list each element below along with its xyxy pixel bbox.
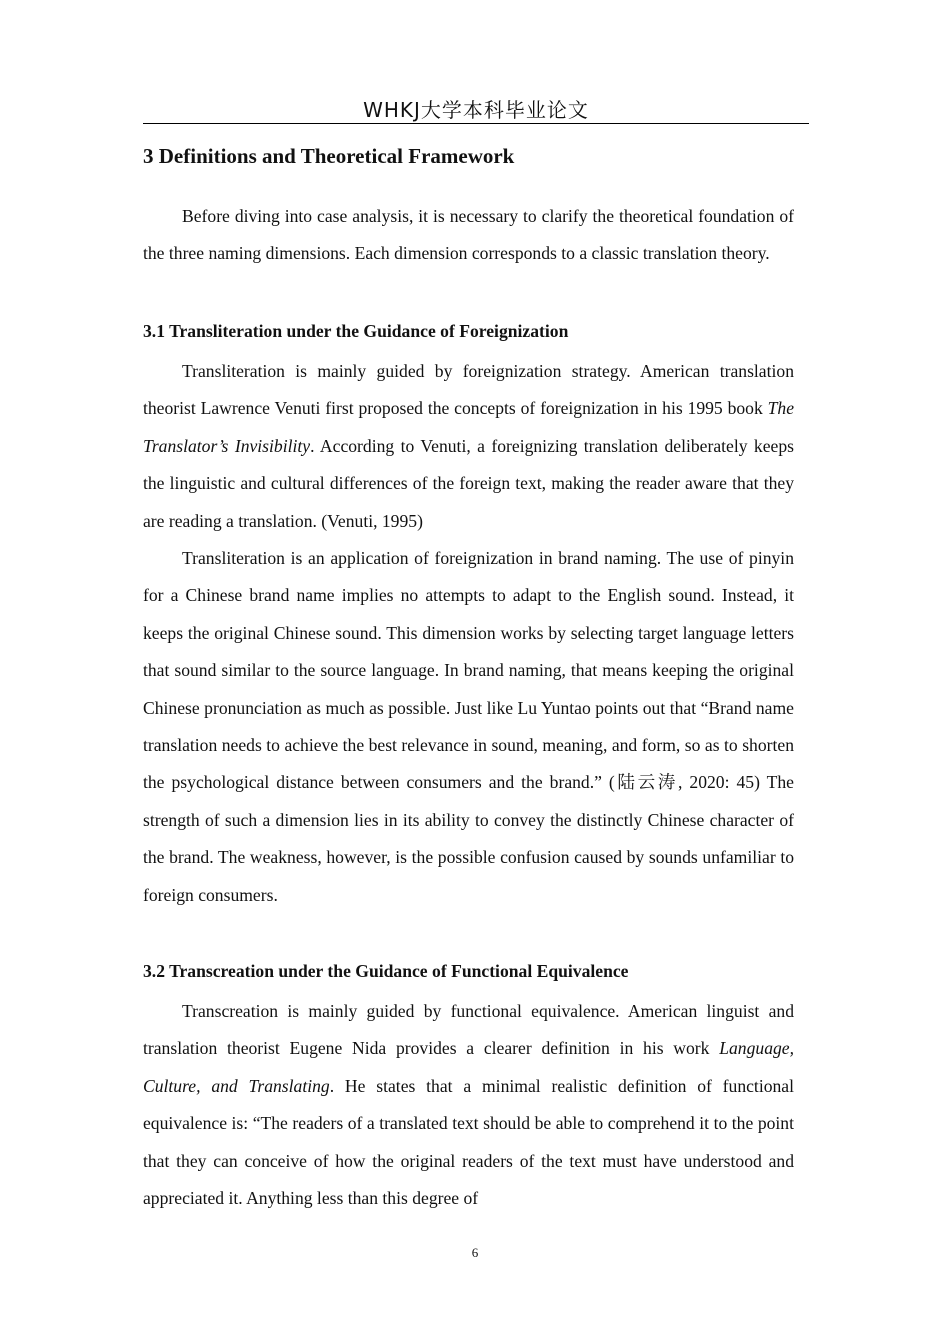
paragraph-text: . He states that a minimal realistic definition of functional equivalence is: “The readers of a translated text should be able to comprehend it to the point that they can conceive of how the original readers of the text must have understood and appreciated it. Anything less than this degree of: [143, 1075, 794, 1209]
intro-paragraph: Before diving into case analysis, it is necessary to clarify the theoretical foundation of the three naming dimensions. Each dimension corresponds to a classic translation theory.: [143, 206, 794, 264]
paragraph-text: Transcreation is mainly guided by functional equivalence. American linguist and translation theorist Eugene Nida provides a clearer definition in his work: [143, 1001, 794, 1059]
page-number: 6: [471, 1245, 479, 1260]
book-title: The Translator’s Invisibility: [143, 398, 794, 456]
paragraph-transliteration: Transliteration is an application of foreignization in brand naming. The use of pinyin for a Chinese brand name implies no attempts to adapt to the English sound. Instead, it keeps the original Chinese sound. This dimension works by selecting target language letters that sound similar to the source language. In brand naming, that means keeping the original Chinese pronunciation as much as possible. Just like Lu Yuntao points out that “Brand name translation needs to achieve the best relevance in sound, meaning, and form, so as to shorten the psychological distance between consumers and the brand.” (陆云涛, 2020: 45) The strength of such a dimension lies in its ability to convey the distinctly Chinese character of the brand. The weakness, however, is the possible confusion caused by sounds unfamiliar to foreign consumers.: [143, 548, 794, 905]
paragraph-text: . According to Venuti, a foreignizing translation deliberately keeps the linguistic and cultural differences of the foreign text, making the reader aware that they are reading a translation. (Venuti, 1995): [143, 435, 794, 531]
paragraph-text: Transliteration is mainly guided by foreignization strategy. American translation theorist Lawrence Venuti first proposed the concepts of foreignization in his 1995 book: [143, 361, 794, 419]
subsection-heading-3-1: 3.1 Transliteration under the Guidance of Foreignization: [143, 321, 569, 341]
subsection-heading-3-2: 3.2 Transcreation under the Guidance of Functional Equivalence: [143, 961, 629, 981]
paragraph-functional-equivalence: [143, 993, 794, 1217]
running-header: WHKJ大学本科毕业论文: [363, 98, 589, 122]
section-title: 3 Definitions and Theoretical Framework: [143, 144, 515, 168]
header-rule: [143, 123, 809, 124]
book-title: Language, Culture, and Translating: [143, 1038, 794, 1096]
paragraph-foreignization: [143, 353, 794, 540]
